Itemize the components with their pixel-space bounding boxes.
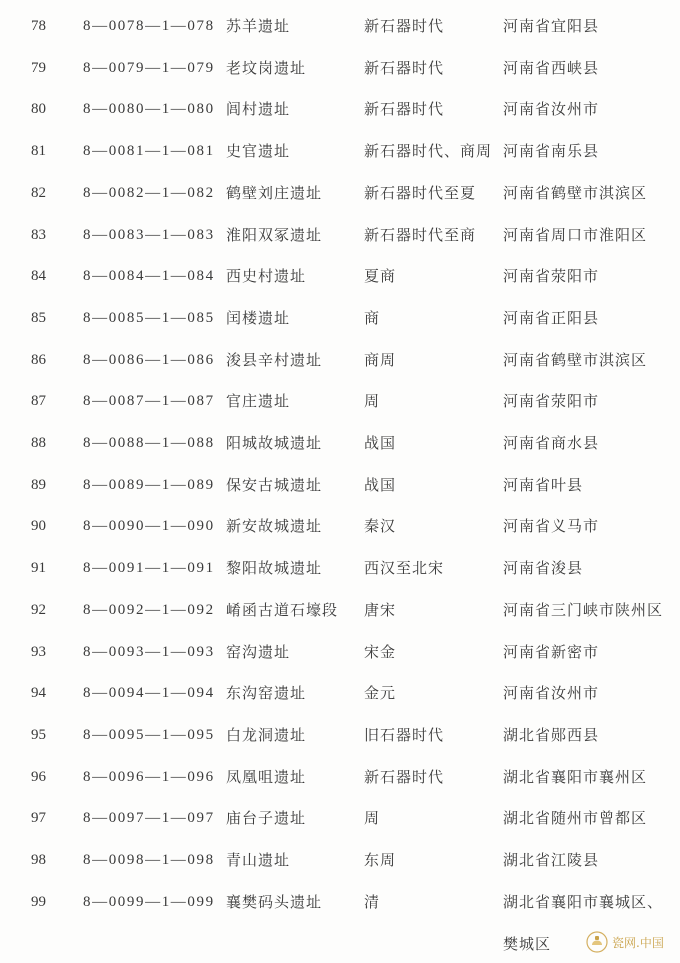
- site-location: 湖北省襄阳市襄州区: [503, 767, 648, 786]
- site-era: 新石器时代至商: [364, 225, 477, 244]
- site-name: 史官遗址: [226, 142, 291, 161]
- row-number: 86: [31, 351, 46, 368]
- row-number: 92: [31, 601, 46, 618]
- site-code: 8—0085—1—085: [83, 309, 215, 326]
- site-location: 湖北省襄阳市襄城区、: [503, 892, 664, 911]
- site-name: 老坟岗遗址: [226, 58, 307, 77]
- site-name: 东沟窑遗址: [226, 684, 307, 703]
- site-code: 8—0083—1—083: [83, 226, 215, 243]
- row-number: 80: [31, 101, 46, 118]
- table-row: [0, 433, 680, 475]
- site-name: 凤凰咀遗址: [226, 767, 307, 786]
- row-number: 99: [31, 893, 46, 910]
- site-code: 8—0086—1—086: [83, 351, 215, 368]
- site-code: 8—0088—1—088: [83, 435, 215, 451]
- site-code: 8—0094—1—094: [83, 685, 215, 702]
- site-name: 阳城故城遗址: [226, 434, 323, 452]
- site-name: 闰楼遗址: [226, 308, 291, 327]
- row-number: 79: [31, 59, 46, 76]
- row-number: 95: [31, 726, 46, 743]
- site-location: 河南省汝州市: [503, 100, 600, 119]
- table-row: [0, 225, 680, 267]
- row-number: 89: [31, 476, 46, 493]
- watermark-text: 瓷网.中国: [612, 935, 664, 950]
- site-name: 白龙洞遗址: [226, 725, 307, 744]
- row-number: 96: [31, 768, 46, 785]
- site-era: 商周: [364, 350, 397, 369]
- site-location-continued: 樊城区: [503, 934, 552, 953]
- site-era: 新石器时代: [364, 17, 445, 35]
- site-era: 秦汉: [364, 517, 397, 536]
- site-code: 8—0097—1—097: [83, 810, 215, 827]
- site-location: 河南省商水县: [503, 434, 600, 452]
- site-code: 8—0095—1—095: [83, 726, 215, 743]
- table-row: [0, 767, 680, 809]
- row-number: 84: [31, 268, 46, 285]
- site-era: 战国: [364, 475, 397, 494]
- table-row: [0, 266, 680, 308]
- row-number: 83: [31, 226, 46, 243]
- site-location: 河南省鹤壁市淇滨区: [503, 350, 648, 369]
- row-number: 90: [31, 518, 46, 535]
- site-code: 8—0098—1—098: [83, 852, 215, 868]
- table-row: [0, 642, 680, 684]
- site-era: 金元: [364, 684, 397, 703]
- site-era: 唐宋: [364, 600, 397, 619]
- site-name: 苏羊遗址: [226, 17, 291, 35]
- site-name: 襄樊码头遗址: [226, 892, 323, 911]
- site-location: 河南省南乐县: [503, 142, 600, 161]
- site-location: 河南省鹤壁市淇滨区: [503, 183, 648, 202]
- site-location: 河南省叶县: [503, 475, 584, 494]
- row-number: 82: [31, 184, 46, 201]
- site-name: 官庄遗址: [226, 392, 291, 411]
- site-era: 新石器时代、商周: [364, 142, 493, 161]
- row-number: 81: [31, 143, 46, 160]
- site-code: 8—0091—1—091: [83, 560, 215, 577]
- site-location: 河南省荥阳市: [503, 392, 600, 411]
- site-location: 河南省汝州市: [503, 684, 600, 703]
- site-era: 东周: [364, 851, 397, 869]
- table-row: [0, 850, 680, 892]
- site-location: 河南省正阳县: [503, 308, 600, 327]
- table-row: [0, 558, 680, 600]
- table-row: [0, 391, 680, 433]
- site-code: 8—0093—1—093: [83, 643, 215, 660]
- site-location: 河南省义马市: [503, 517, 600, 536]
- row-number: 93: [31, 643, 46, 660]
- porcelain-net-logo-icon: [586, 931, 608, 953]
- site-era: 周: [364, 392, 381, 411]
- site-name: 浚县辛村遗址: [226, 350, 323, 369]
- site-code: 8—0082—1—082: [83, 184, 215, 201]
- watermark: [586, 929, 664, 955]
- site-era: 新石器时代: [364, 767, 445, 786]
- site-era: 宋金: [364, 642, 397, 661]
- site-name: 淮阳双冢遗址: [226, 225, 323, 244]
- table-row: [0, 350, 680, 392]
- row-number: 91: [31, 560, 46, 577]
- site-code: 8—0084—1—084: [83, 268, 215, 285]
- site-name: 西史村遗址: [226, 267, 307, 286]
- site-code: 8—0080—1—080: [83, 101, 215, 118]
- site-location: 河南省周口市淮阳区: [503, 225, 648, 244]
- site-era: 周: [364, 809, 381, 828]
- site-era: 夏商: [364, 267, 397, 286]
- site-era: 战国: [364, 434, 397, 452]
- site-name: 青山遗址: [226, 851, 291, 869]
- site-name: 新安故城遗址: [226, 517, 323, 536]
- site-code: 8—0099—1—099: [83, 893, 215, 910]
- site-name: 黎阳故城遗址: [226, 559, 323, 578]
- table-row: [0, 725, 680, 767]
- site-code: 8—0081—1—081: [83, 143, 215, 160]
- table-row: [0, 683, 680, 725]
- table-row: [0, 308, 680, 350]
- site-location: 河南省宜阳县: [503, 17, 600, 35]
- site-location: 河南省浚县: [503, 559, 584, 578]
- table-row: [0, 516, 680, 558]
- site-era: 西汉至北宋: [364, 559, 445, 578]
- site-code: 8—0078—1—078: [83, 18, 215, 34]
- site-code: 8—0079—1—079: [83, 59, 215, 76]
- site-name: 崤函古道石壕段: [226, 600, 339, 619]
- site-era: 新石器时代: [364, 58, 445, 77]
- site-name: 保安古城遗址: [226, 475, 323, 494]
- table-row: [0, 99, 680, 141]
- table-row: [0, 58, 680, 100]
- site-era: 清: [364, 892, 381, 911]
- site-location: 河南省西峡县: [503, 58, 600, 77]
- table-row: [0, 475, 680, 517]
- site-name: 闾村遗址: [226, 100, 291, 119]
- site-code: 8—0092—1—092: [83, 601, 215, 618]
- site-location: 湖北省随州市曾都区: [503, 809, 648, 828]
- table-row: [0, 141, 680, 183]
- site-location: 湖北省郧西县: [503, 725, 600, 744]
- site-era: 新石器时代至夏: [364, 183, 477, 202]
- row-number: 88: [31, 435, 46, 451]
- site-era: 商: [364, 308, 381, 327]
- site-era: 旧石器时代: [364, 725, 445, 744]
- site-location: 湖北省江陵县: [503, 851, 600, 869]
- site-name: 窑沟遗址: [226, 642, 291, 661]
- site-location: 河南省新密市: [503, 642, 600, 661]
- table-row: [0, 600, 680, 642]
- table-row: [0, 16, 680, 58]
- row-number: 98: [31, 852, 46, 868]
- row-number: 87: [31, 393, 46, 410]
- table-row: [0, 808, 680, 850]
- row-number: 85: [31, 309, 46, 326]
- site-era: 新石器时代: [364, 100, 445, 119]
- site-code: 8—0090—1—090: [83, 518, 215, 535]
- site-code: 8—0096—1—096: [83, 768, 215, 785]
- site-name: 庙台子遗址: [226, 809, 307, 828]
- site-code: 8—0087—1—087: [83, 393, 215, 410]
- table-row: [0, 183, 680, 225]
- row-number: 97: [31, 810, 46, 827]
- row-number: 78: [31, 18, 46, 34]
- site-location: 河南省荥阳市: [503, 267, 600, 286]
- site-location: 河南省三门峡市陕州区: [503, 600, 664, 619]
- site-name: 鹤壁刘庄遗址: [226, 183, 323, 202]
- row-number: 94: [31, 685, 46, 702]
- site-code: 8—0089—1—089: [83, 476, 215, 493]
